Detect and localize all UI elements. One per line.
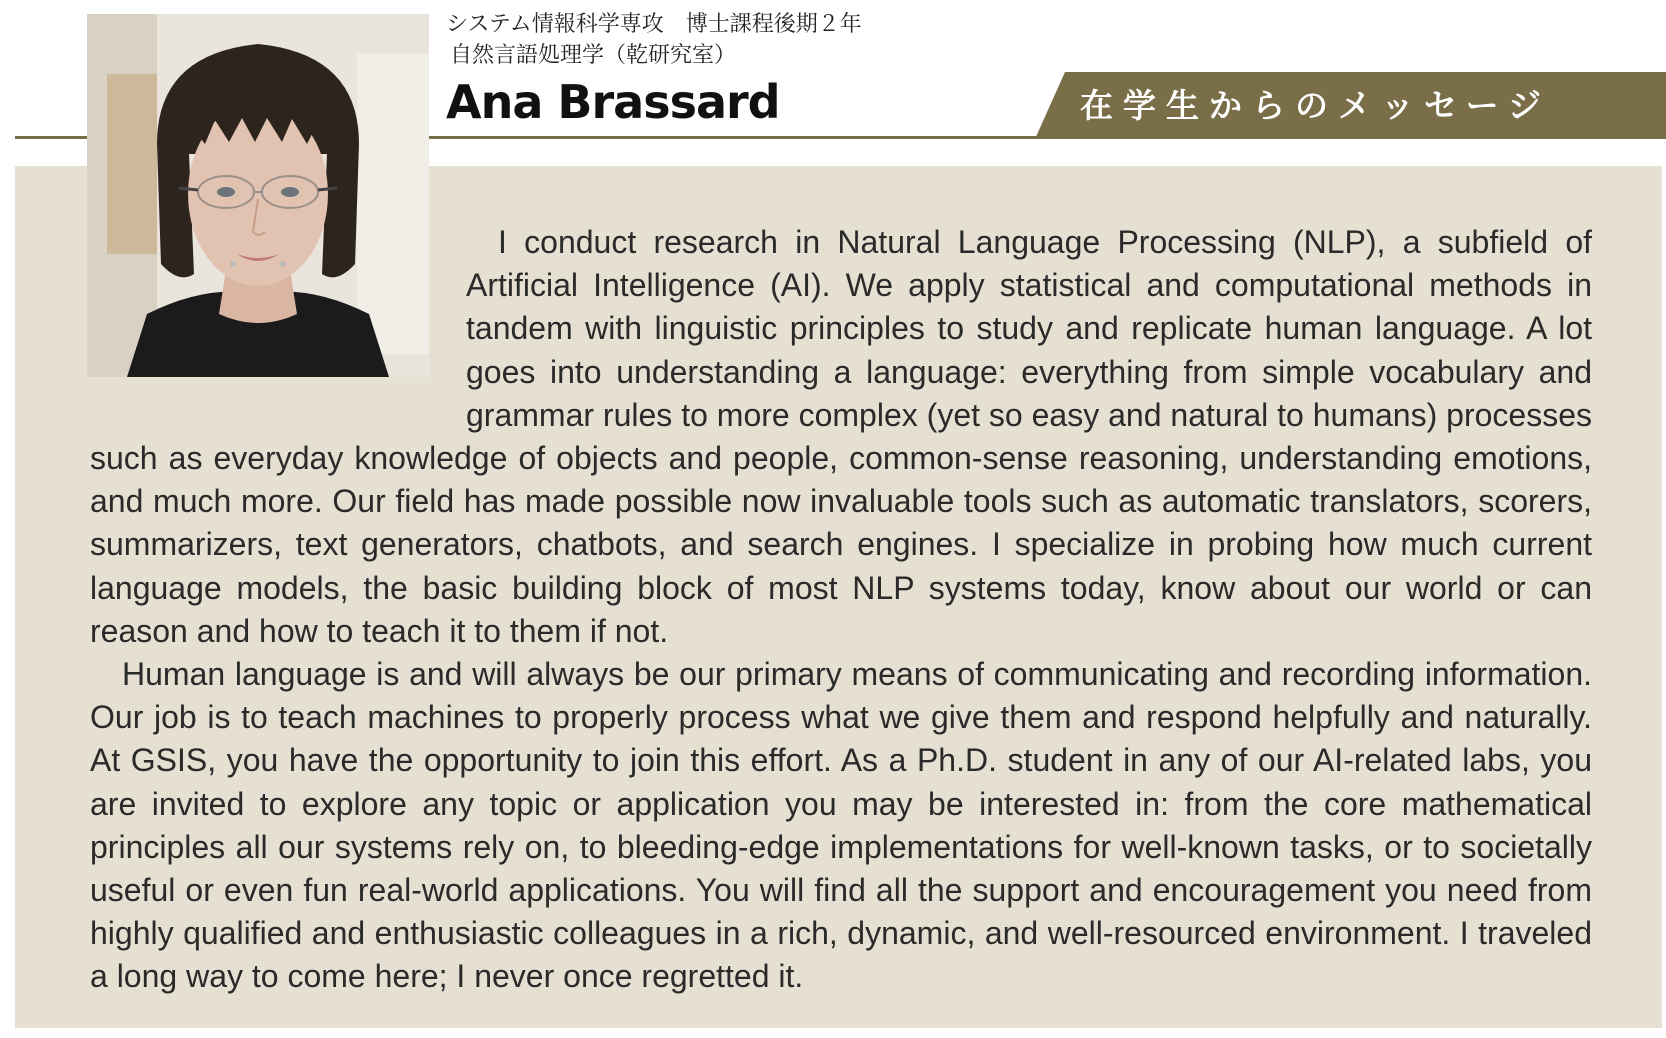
student-name: Ana Brassard (446, 75, 780, 129)
article-body (90, 221, 1592, 999)
article-paragraph-1: I conduct research in Natural Language Processing (NLP), a subfield of Artificial Intelligence (AI). We apply statistical and computational methods in tandem with linguistic principles to study and replicate human language. A lot goes into understanding a language: everything from simple vocabulary and grammar rules to more complex (yet so easy and natural to humans) processes such as everyday knowledge of objects and people, common-sense reasoning, understanding emotions, and much more. Our field has made possible now invaluable tools such as automatic translators, scorers, summarizers, text generators, chatbots, and search engines. I specialize in probing how much current language models, the basic building block of most NLP systems today, know about our world or can reason and how to teach it to them if not. (90, 224, 1592, 649)
article-paragraph-2: Human language is and will always be our primary means of communicating and recording information. Our job is to teach machines to properly process what we give them and respond helpfully and naturally. At GSIS, you have the opportunity to join this effort. As a Ph.D. student in any of our AI-related labs, you are invited to explore any topic or application you may be interested in: from the core mathematical principles all our systems rely on, to bleeding-edge implementations for well-known tasks, or to societally useful or even fun real-world applications. You will find all the support and encouragement you need from highly qualified and enthusiastic colleagues in a rich, dynamic, and well-resourced environment. I traveled a long way to come here; I never once regretted it. (90, 656, 1592, 995)
department-label: システム情報科学専攻 博士課程後期２年 (446, 12, 862, 37)
banner-title: 在学生からのメッセージ (1080, 86, 1552, 125)
lab-label: 自然言語処理学（乾研究室） (450, 43, 737, 68)
photo-text-wrap-spacer (90, 221, 466, 421)
